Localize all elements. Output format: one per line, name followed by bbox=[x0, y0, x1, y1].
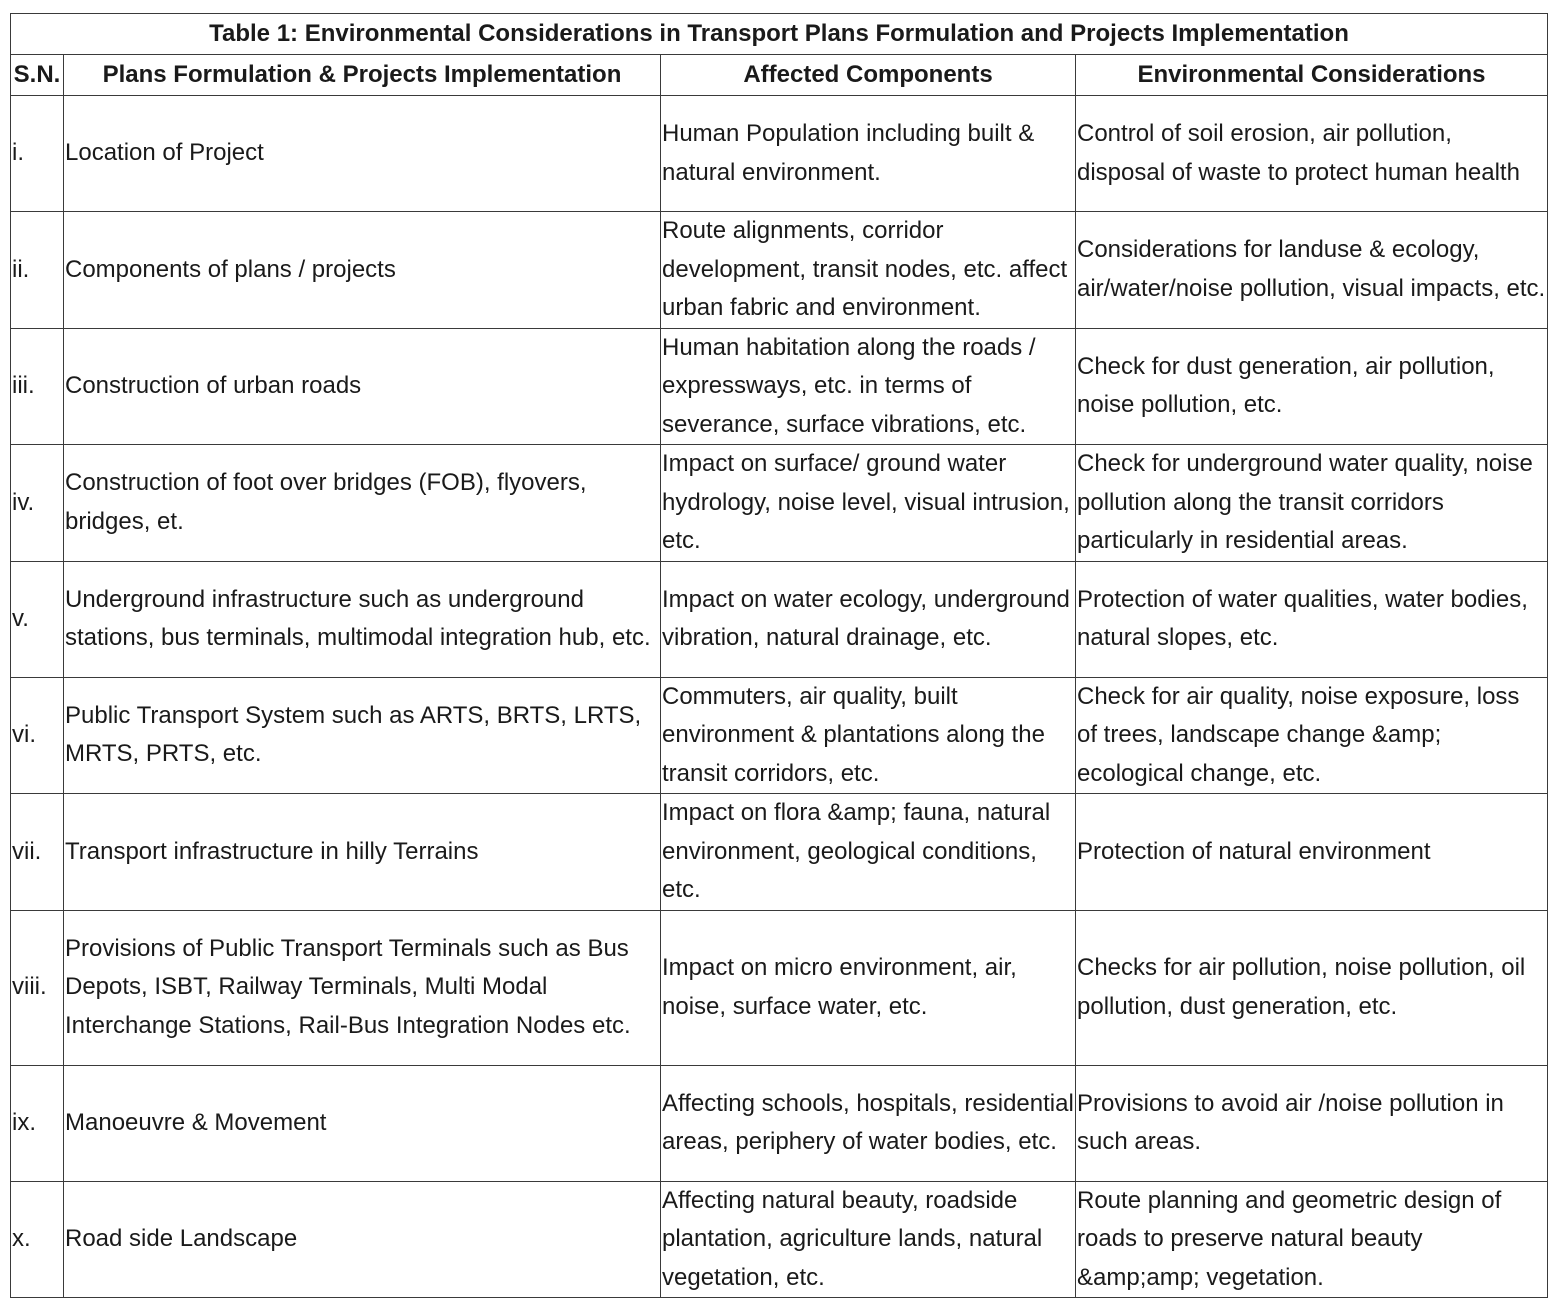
table-row bbox=[11, 328, 1548, 445]
cell-affected: Impact on surface/ ground water hydrology, noise level, visual intrusion, etc. bbox=[661, 445, 1076, 562]
table-row bbox=[11, 1065, 1548, 1181]
header-environmental: Environmental Considerations bbox=[1076, 55, 1548, 96]
table-row bbox=[11, 910, 1548, 1065]
cell-sn: iv. bbox=[11, 445, 64, 562]
cell-sn: vi. bbox=[11, 677, 64, 794]
header-sn: S.N. bbox=[11, 55, 64, 96]
cell-environmental: Control of soil erosion, air pollution, disposal of waste to protect human health bbox=[1076, 96, 1548, 212]
cell-environmental: Check for underground water quality, noise pollution along the transit corridors particularly in residential areas. bbox=[1076, 445, 1548, 562]
cell-affected: Impact on micro environment, air, noise, surface water, etc. bbox=[661, 910, 1076, 1065]
cell-environmental: Check for air quality, noise exposure, loss of trees, landscape change &amp; ecological change, etc. bbox=[1076, 677, 1548, 794]
table-row bbox=[11, 677, 1548, 794]
cell-affected: Route alignments, corridor development, transit nodes, etc. affect urban fabric and environment. bbox=[661, 212, 1076, 329]
table-title: Table 1: Environmental Considerations in Transport Plans Formulation and Projects Implementation bbox=[11, 14, 1548, 55]
cell-sn: ii. bbox=[11, 212, 64, 329]
cell-plans: Provisions of Public Transport Terminals such as Bus Depots, ISBT, Railway Terminals, Multi Modal Interchange Stations, Rail-Bus Integration Nodes etc. bbox=[64, 910, 661, 1065]
cell-plans: Construction of urban roads bbox=[64, 328, 661, 445]
cell-sn: vii. bbox=[11, 794, 64, 911]
table-row bbox=[11, 445, 1548, 562]
cell-plans: Road side Landscape bbox=[64, 1181, 661, 1298]
cell-sn: iii. bbox=[11, 328, 64, 445]
cell-environmental: Considerations for landuse & ecology, air/water/noise pollution, visual impacts, etc. bbox=[1076, 212, 1548, 329]
cell-affected: Commuters, air quality, built environment & plantations along the transit corridors, etc. bbox=[661, 677, 1076, 794]
table-row bbox=[11, 794, 1548, 911]
cell-plans: Components of plans / projects bbox=[64, 212, 661, 329]
cell-affected: Affecting natural beauty, roadside plantation, agriculture lands, natural vegetation, etc. bbox=[661, 1181, 1076, 1298]
header-plans: Plans Formulation & Projects Implementation bbox=[64, 55, 661, 96]
cell-environmental: Protection of natural environment bbox=[1076, 794, 1548, 911]
cell-plans: Manoeuvre & Movement bbox=[64, 1065, 661, 1181]
table-row bbox=[11, 1181, 1548, 1298]
cell-plans: Transport infrastructure in hilly Terrains bbox=[64, 794, 661, 911]
cell-sn: viii. bbox=[11, 910, 64, 1065]
table-header-row bbox=[11, 55, 1548, 96]
cell-affected: Affecting schools, hospitals, residential areas, periphery of water bodies, etc. bbox=[661, 1065, 1076, 1181]
cell-environmental: Check for dust generation, air pollution, noise pollution, etc. bbox=[1076, 328, 1548, 445]
table-row bbox=[11, 212, 1548, 329]
cell-environmental: Protection of water qualities, water bodies, natural slopes, etc. bbox=[1076, 561, 1548, 677]
cell-affected: Human Population including built & natural environment. bbox=[661, 96, 1076, 212]
cell-affected: Impact on flora &amp; fauna, natural environment, geological conditions, etc. bbox=[661, 794, 1076, 911]
cell-sn: i. bbox=[11, 96, 64, 212]
cell-environmental: Provisions to avoid air /noise pollution in such areas. bbox=[1076, 1065, 1548, 1181]
table-row bbox=[11, 96, 1548, 212]
cell-affected: Human habitation along the roads / expressways, etc. in terms of severance, surface vibrations, etc. bbox=[661, 328, 1076, 445]
cell-sn: ix. bbox=[11, 1065, 64, 1181]
header-affected: Affected Components bbox=[661, 55, 1076, 96]
cell-sn: x. bbox=[11, 1181, 64, 1298]
table-row bbox=[11, 561, 1548, 677]
cell-environmental: Checks for air pollution, noise pollution, oil pollution, dust generation, etc. bbox=[1076, 910, 1548, 1065]
cell-plans: Public Transport System such as ARTS, BRTS, LRTS, MRTS, PRTS, etc. bbox=[64, 677, 661, 794]
environmental-considerations-table bbox=[10, 13, 1548, 1298]
cell-plans: Underground infrastructure such as underground stations, bus terminals, multimodal integration hub, etc. bbox=[64, 561, 661, 677]
table-title-row bbox=[11, 14, 1548, 55]
cell-sn: v. bbox=[11, 561, 64, 677]
cell-plans: Location of Project bbox=[64, 96, 661, 212]
cell-environmental: Route planning and geometric design of roads to preserve natural beauty &amp;amp; vegetation. bbox=[1076, 1181, 1548, 1298]
cell-affected: Impact on water ecology, underground vibration, natural drainage, etc. bbox=[661, 561, 1076, 677]
cell-plans: Construction of foot over bridges (FOB), flyovers, bridges, et. bbox=[64, 445, 661, 562]
